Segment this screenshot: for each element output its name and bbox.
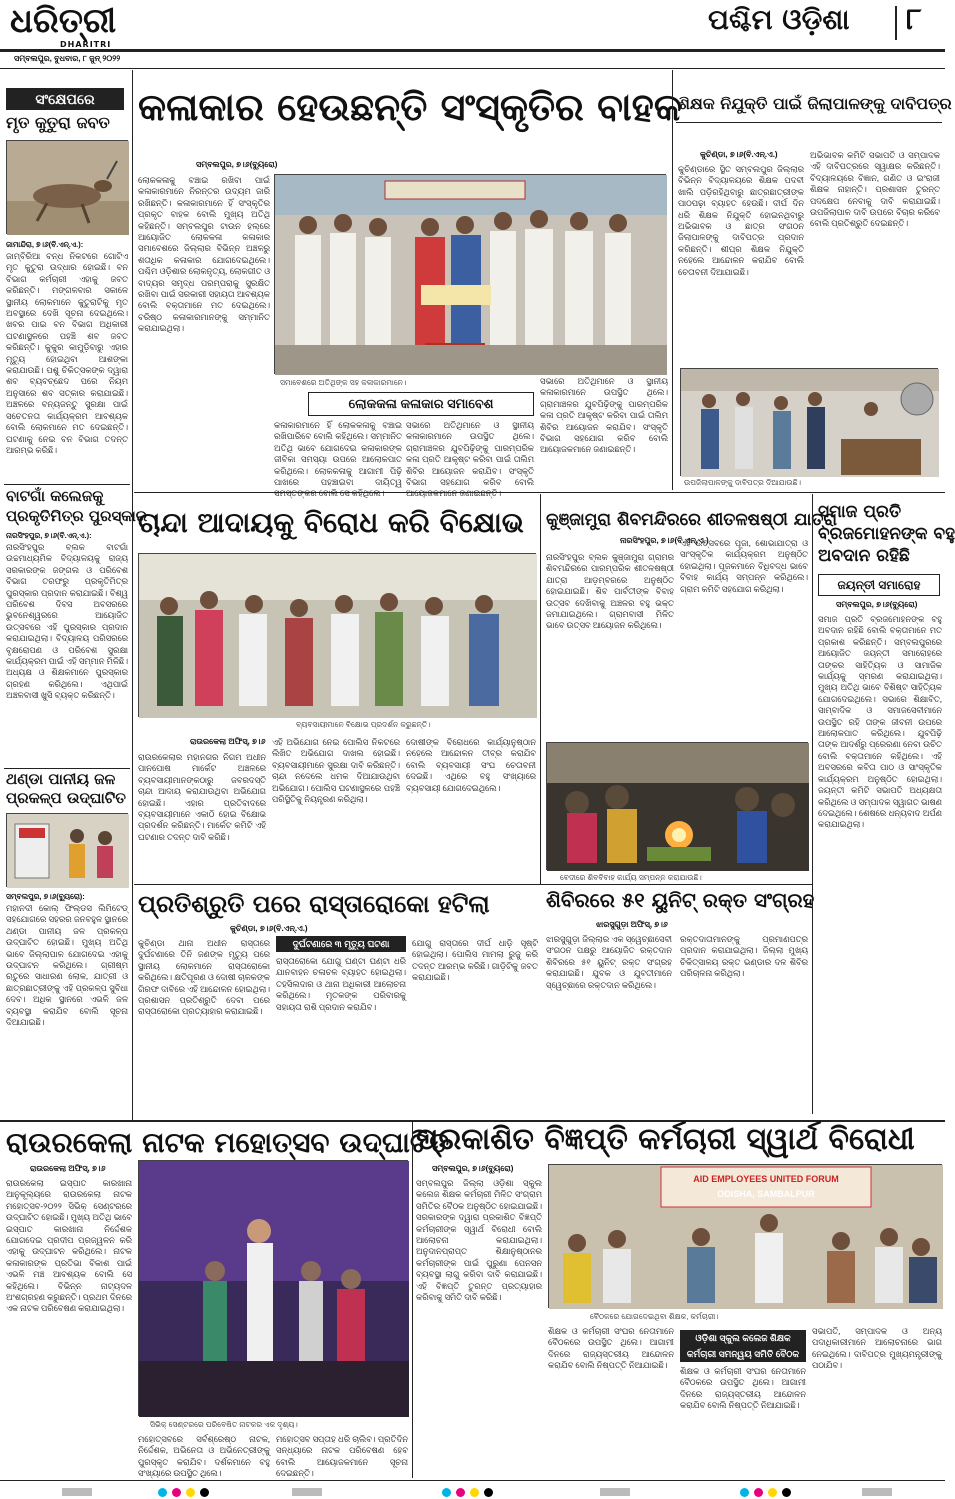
sidebar-story1-dateline: ଜାମାନ୍ଦିରା, ୭।୬(ବି.ଏନ୍.ଏ.): [6,240,84,249]
brajamohan-divider [812,494,813,1114]
reg-dot-magenta-2 [456,1488,465,1497]
row-rule-1 [134,492,945,493]
drama-stage-photo [138,1160,408,1416]
protest-story-dateline: ରାଉରକେଲା ଅଫିସ୍, ୭।୬ [190,737,266,746]
banner-subtext: ODISHA, SAMBALPUR [717,1189,815,1199]
reg-dot-yellow-1 [186,1488,195,1497]
water-kiosk-image [7,814,129,888]
sidebar-story2-headline-1: ବାଟଗାଁ କଲେଜକୁ [6,487,104,505]
protest-story-body-mid: ଏହି ଅଭିଯୋଗ ନେଇ ପୋଲିସ ନିକଟରେ ଲିଖିତ ଅଭିଯୋଗ ଦାଖଲ ହୋଇଛି। ବ୍ୟବସାୟୀମାନେ ସୁରକ୍ଷା ଦାବି କରିଛନ୍ତି। ଚାନ୍ଦା ନଦେଲେ ଧମକ ଦିଆଯାଉଥିବା ଅଭିଯୋଗ। ପୋଲିସ ଘଟଣାସ୍ଥଳରେ ପହଞ୍ଚି ପରିସ୍ଥିତିକୁ ନିୟନ୍ତ୍ରଣ କରିଥିଲା। [272,738,400,805]
section-title: ପଶ୍ଚିମ ଓଡ଼ିଶା [708,3,850,36]
brajamohan-body: ସମାଜ ପ୍ରତି ବ୍ରଜମୋହନଙ୍କ ବହୁ ଅବଦାନ ରହିଛି ବୋଲି ବକ୍ତାମାନେ ମତ ପ୍ରକାଶ କରିଛନ୍ତି। ସମ୍ବଲପୁରରେ ଆୟୋଜିତ ଜୟନ୍ତୀ ସମାରୋହରେ ତାଙ୍କର ସାହିତ୍ୟିକ ଓ ସାମାଜିକ କାର୍ଯ୍ୟକୁ ସ୍ମରଣ କରାଯାଇଥିଲା। ମୁଖ୍ୟ ଅତିଥି ଭାବେ ବିଶିଷ୍ଟ ସାହିତ୍ୟିକ ଯୋଗଦେଇଥିଲେ। ସଭାରେ ଶିକ୍ଷାବିତ, ସାମ୍ବାଦିକ ଓ ସମାଜସେବୀମାନେ ଉପସ୍ଥିତ ରହି ତାଙ୍କ ଜୀବନୀ ଉପରେ ଆଲୋକପାତ କରିଥିଲେ। ଯୁବପିଢ଼ି ତାଙ୍କ ଆଦର୍ଶରୁ ପ୍ରେରଣା ନେବା ଉଚିତ ବୋଲି ବକ୍ତାମାନେ କହିଥିଲେ। ଏହି ଅବସରରେ କବିତା ପାଠ ଓ ସାଂସ୍କୃତିକ କାର୍ଯ୍ୟକ୍ରମ ଅନୁଷ୍ଠିତ ହୋଇଥିଲା। ଜୟନ୍ତୀ କମିଟି ସଭାପତି ଅଧ୍ୟକ୍ଷତା କରିଥିଲେ ଓ ସମ୍ପାଦକ ସ୍ୱାଗତ ଭାଷଣ ଦେଇଥିଲେ। ଶେଷରେ ଧନ୍ୟବାଦ ଅର୍ପଣ କରାଯାଇଥିଲା। [818,615,942,830]
sidebar-story2-dateline: ନାରସିଂହପୁର, ୭।୬(ବି.ଏନ୍.ଏ.): [6,531,92,540]
protest-group-image [139,554,537,718]
sidebar-story1-headline: ମୃତ କୁତୁରା ଜବତ [6,113,110,132]
brajamohan-headline-2: ବ୍ରଜମୋହନଙ୍କ ବହୁ [818,524,955,544]
blood-story-headline: ଶିବିରରେ ୫୧ ୟୁନିଟ୍ ରକ୍ତ ସଂଗ୍ରହ [546,888,815,912]
masthead-rule [0,49,945,52]
reg-dot-black-3 [782,1488,791,1497]
sidebar-rule-1 [4,484,130,485]
sidebar-story3-headline-2: ପ୍ରକଳ୍ପ ଉଦ୍‌ଘାଟିତ [6,789,126,807]
temple-story-dateline: ନାରସିଂହପୁର, ୭।୬(ବି.ଏନ୍.ଏ.) [620,536,709,545]
protest-group-photo [138,553,536,717]
banner-text: AID EMPLOYEES UNITED FORUM [693,1174,839,1184]
brajamohan-headline-1: ସମାଜ ପ୍ରତି [818,502,902,522]
drama-story-body-mid: ମହୋତ୍ସବରେ ସର୍ବଶ୍ରେଷ୍ଠ ନାଟକ, ନିର୍ଦ୍ଦେଶକ, ଅଭିନେତା ଓ ଅଭିନେତ୍ରୀଙ୍କୁ ପୁରସ୍କୃତ କରାଯିବ। ଦର୍ଶକମାନେ ବହୁ ସଂଖ୍ୟାରେ ଉପସ୍ଥିତ ଥିଲେ। [138,1435,270,1479]
brajamohan-kicker: ଜୟନ୍ତୀ ସମାରୋହ [818,574,940,596]
employee-kicker-line2: କର୍ମଚାରୀ ସମନ୍ୱୟ ସମିତି ବୈଠକ [680,1346,806,1362]
road-story-headline: ପ୍ରତିଶ୍ରୁତି ପରେ ରାସ୍ତାରୋକୋ ହଟିଲା [138,890,490,918]
employee-meeting-photo [548,1164,942,1308]
artists-group-image [275,175,667,375]
main-story-body-right: ସଭାରେ ଅତିଥିମାନେ ଓ ସ୍ଥାନୀୟ କଳାକାରମାନେ ଉପସ୍ଥିତ ଥିଲେ। ଗ୍ରାମାଞ୍ଚଳର ଯୁବପିଢ଼ିଙ୍କୁ ପାରମ୍ପରିକ କଳା ପ୍ରତି ଆକୃଷ୍ଟ କରିବା ପାଇଁ ତାଲିମ ଶିବିର ଆୟୋଜନ କରାଯିବ। ସଂସ୍କୃତି ବିଭାଗ ସହଯୋଗ କରିବ ବୋଲି ଆୟୋଜକମାନେ ଜଣାଇଛନ୍ତି। [540,377,668,455]
employee-story-body-left: ସମ୍ବଲପୁର ଜିଲ୍ଲା ଓଡ଼ିଶା ସ୍କୁଲ କଲେଜ ଶିକ୍ଷକ କର୍ମଚାରୀ ମିଳିତ ସଂଗ୍ରାମ ସମିତିର ବୈଠକ ଅନୁଷ୍ଠିତ ହୋଇଯାଇଛି। ସରକାରଙ୍କ ଦ୍ୱାରା ପ୍ରକାଶିତ ବିଜ୍ଞପ୍ତି କର୍ମଚାରୀଙ୍କ ସ୍ୱାର୍ଥ ବିରୋଧୀ ବୋଲି ଆଲୋଚନା କରାଯାଇଥିଲା। ଅନୁଦାନପ୍ରାପ୍ତ ଶିକ୍ଷାନୁଷ୍ଠାନର କର୍ମଚାରୀଙ୍କ ପାଇଁ ପୁରୁଣା ପେନସନ ବ୍ୟବସ୍ଥା ଲାଗୁ କରିବା ଦାବି କରାଯାଇଛି। ଏହି ବିଜ୍ଞପ୍ତି ତୁରନ୍ତ ପ୍ରତ୍ୟାହାର କରିବାକୁ ସମିତି ଦାବି କରିଛି। [416,1179,542,1303]
main-story-body-mid: କଳାକାରମାନେ ହିଁ ଲୋକକଳାକୁ ବଞ୍ଚାଇ ରଖିପାରିବେ ବୋଲି କହିଥିଲେ। ସମ୍ମାନିତ ଅତିଥି ଭାବେ ଯୋଗଦେଇ କଳାକାରଙ୍କ ଜୀବିକା ସମସ୍ୟା ଉପରେ ଆଲୋକପାତ କରିଥିଲେ। ଲୋକକଳାକୁ ଆଗାମୀ ପିଢ଼ି ପାଖରେ ପହଞ୍ଚାଇବା ଦାୟିତ୍ୱ ସମସ୍ତଙ୍କର ବୋଲି ସେ କହିଥିଲେ। [274,421,402,499]
main-story-kicker: ଲୋକକଳା କଳାକାର ସମାବେଶ [308,392,534,416]
reg-dot-magenta-1 [172,1488,181,1497]
sidebar-divider [132,70,133,1120]
artists-group-photo [274,174,666,374]
drama-story-body-left: ରାଉରକେଲା ଇସ୍ପାତ କାରଖାନା ଆନୁକୂଲ୍ୟରେ ରାଉରକେଲା ନାଟକ ମହୋତ୍ସବ-୨୦୨୨ ସିଭିକ୍ ସେଣ୍ଟରରେ ଉଦ୍‌ଘାଟିତ ହୋଇଛି। ମୁଖ୍ୟ ଅତିଥି ଭାବେ ଇସ୍ପାତ କାରଖାନା ନିର୍ଦ୍ଦେଶକ ଯୋଗଦେଇ ପ୍ରଦୀପ ପ୍ରଜ୍ୱଳନ କରି ଏହାକୁ ଉଦ୍‌ଘାଟନ କରିଥିଲେ। ନାଟକ କଳାକାରଙ୍କ ପ୍ରତିଭା ବିକାଶ ପାଇଁ ଏଭଳି ମଞ୍ଚ ଆବଶ୍ୟକ ବୋଲି ସେ କହିଥିଲେ। ବିଭିନ୍ନ ନାଟ୍ୟଦଳ ଅଂଶଗ୍ରହଣ କରୁଛନ୍ତି। ପ୍ରଥମ ଦିନରେ ଏକ ନାଟକ ପରିବେଷଣ କରାଯାଇଥିଲା। [6,1179,132,1314]
teacher-photo-caption: ଉପଜିଲାପାଳଙ୍କୁ ଦାବିପତ୍ର ଦିଆଯାଉଛି। [684,478,801,487]
water-kiosk-photo [6,813,128,887]
temple-photo-caption: ବେଦୀରେ ଶିବବିବାହ କାର୍ଯ୍ୟ ସମ୍ପନ୍ନ କରାଯାଉଛି। [560,873,702,882]
teacher-memorandum-photo [680,368,938,476]
sidebar-story2-headline-2: ପ୍ରକୃତିମିତ୍ର ପୁରସ୍କାର [6,507,148,525]
protest-photo-caption: ବ୍ୟବସାୟୀମାନେ ବିକ୍ଷୋଭ ପ୍ରଦର୍ଶନ କରୁଛନ୍ତି। [296,720,431,729]
row-rule-2 [134,884,812,885]
road-story-dateline: କୁଚିଣ୍ଡା, ୭।୬(ବି.ଏନ୍.ଏ.) [230,924,308,933]
teacher-story-headline: ଶିକ୍ଷକ ନିଯୁକ୍ତି ପାଇଁ ଜିଲାପାଳଙ୍କୁ ଦାବିପତ୍ର [678,94,952,113]
brief-heading: ସଂକ୍ଷେପରେ [6,88,124,110]
sidebar-rule-2 [4,768,130,769]
footer-rule [0,1480,945,1481]
employee-kicker-line1: ଓଡ଼ିଶା ସ୍କୁଲ କଲେଜ ଶିକ୍ଷକ [680,1330,806,1346]
drama-story-body-right: ମହୋତ୍ସବ ସପ୍ତାହ ଧରି ଚାଲିବ। ପ୍ରତିଦିନ ସନ୍ଧ୍ୟାରେ ନାଟକ ପରିବେଷଣ ହେବ ବୋଲି ଆୟୋଜକମାନେ ସୂଚନା ଦେଇଛନ୍ତି। [276,1435,408,1479]
main-story-dateline: ସମ୍ବଲପୁର, ୭।୬(ବ୍ୟୁରୋ) [196,160,278,169]
sidebar-story2-body: ନାରସିଂହପୁର ବ୍ଲକ ବାଟଗାଁ ଉଚ୍ଚମାଧ୍ୟମିକ ବିଦ୍ୟାଳୟକୁ ରାଜ୍ୟ ସରକାରଙ୍କ ଜଙ୍ଗଲ ଓ ପରିବେଶ ବିଭାଗ ତରଫରୁ ପ୍ରକୃତିମିତ୍ର ପୁରସ୍କାର ପ୍ରଦାନ କରାଯାଇଛି। ବିଶ୍ୱ ପରିବେଶ ଦିବସ ଅବସରରେ ଭୁବନେଶ୍ୱରରେ ଆୟୋଜିତ ଉତ୍ସବରେ ଏହି ପୁରସ୍କାର ପ୍ରଦାନ କରାଯାଇଥିଲା। ବିଦ୍ୟାଳୟ ପରିସରରେ ବୃକ୍ଷରୋପଣ ଓ ପରିବେଶ ସୁରକ୍ଷା କାର୍ଯ୍ୟକ୍ରମ ପାଇଁ ଏହି ସମ୍ମାନ ମିଳିଛି। ଅଧ୍ୟକ୍ଷ ଓ ଶିକ୍ଷକମାନେ ପୁରସ୍କାର ଗ୍ରହଣ କରିଥିଲେ। ଏଥିପାଇଁ ଅଞ୍ଚଳବାସୀ ଖୁସି ବ୍ୟକ୍ତ କରିଛନ୍ତି। [6,543,128,701]
reg-bar-4 [862,1488,892,1496]
teacher-story-body-left: କୁଚିଣ୍ଡାରେ ସ୍ଥିତ ସମ୍ବଲପୁର ଜିଲ୍ଲାର ବିଭିନ୍ନ ବିଦ୍ୟାଳୟରେ ଶିକ୍ଷକ ପଦବୀ ଖାଲି ପଡ଼ିରହିଥିବାରୁ ଛାତ୍ରଛାତ୍ରୀଙ୍କ ପାଠପଢ଼ା ବ୍ୟାହତ ହେଉଛି। ଦୀର୍ଘ ଦିନ ଧରି ଶିକ୍ଷକ ନିଯୁକ୍ତି ହୋଇନଥିବାରୁ ଅଭିଭାବକ ଓ ଛାତ୍ର ସଂଗଠନ ଜିଲାପାଳଙ୍କୁ ଦାବିପତ୍ର ପ୍ରଦାନ କରିଛନ୍ତି। ଶୀଘ୍ର ଶିକ୍ଷକ ନିଯୁକ୍ତି ନହେଲେ ଆନ୍ଦୋଳନ କରାଯିବ ବୋଲି ଚେତାବନୀ ଦିଆଯାଇଛି। [678,165,804,277]
drama-photo-caption: ସିଭିକ୍ ସେଣ୍ଟରରେ ପରିବେଷିତ ନାଟକର ଏକ ଦୃଶ୍ୟ। [150,1420,298,1429]
protest-story-body-left: ରାଉରକେଲାର ମହାନଗର ନିଗମ ଅଧୀନ ପାନପୋଷ ମାର୍କେଟ ଅଞ୍ଚଳରେ ବ୍ୟବସାୟୀମାନଙ୍କଠାରୁ ଜବରଦସ୍ତି ଚାନ୍ଦା ଆଦାୟ କରାଯାଉଥିବା ଅଭିଯୋଗ ହୋଇଛି। ଏହାର ପ୍ରତିବାଦରେ ବ୍ୟବସାୟୀମାନେ ଏକାଠି ହୋଇ ବିକ୍ଷୋଭ ପ୍ରଦର୍ଶନ କରିଛନ୍ତି। ମାର୍କେଟ କମିଟି ଏହି ଘଟଣାର ତଦନ୍ତ ଦାବି କରିଛି। [138,753,266,842]
brajamohan-headline-3: ଅବଦାନ ରହିଛି [818,546,910,566]
employee-story-body-mid: ଶିକ୍ଷକ ଓ କର୍ମଚାରୀ ସଂଘର ନେତାମାନେ ବୈଠକରେ ଉପସ୍ଥିତ ଥିଲେ। ଆଗାମୀ ଦିନରେ ରାଜ୍ୟସ୍ତରୀୟ ଆନ୍ଦୋଳନ କରାଯିବ ବୋଲି ନିଷ୍ପତ୍ତି ନିଆଯାଇଛି। [548,1327,674,1371]
drama-employee-divider [412,1122,413,1478]
road-story-kicker: ଦୁର୍ଘଟଣାରେ ୩ ମୃତ୍ୟୁ ଘଟଣା [276,936,406,952]
sidebar-story1-body: ଜାମ୍ବିରିଆ ବନ୍ଧ ନିକଟରେ ଗୋଟିଏ ମୃତ କୁତୁରା ଉଦ୍ଧାର ହୋଇଛି। ବନ ବିଭାଗ କର୍ମଚାରୀ ଏହାକୁ ଜବତ କରିଛନ୍ତି। ମଙ୍ଗଳବାର ସକାଳେ ସ୍ଥାନୀୟ ଲୋକମାନେ କୁତୁରାଟିକୁ ମୃତ ଅବସ୍ଥାରେ ଦେଖି ସୂଚନା ଦେଇଥିଲେ। ଖବର ପାଇ ବନ ବିଭାଗ ଅଧିକାରୀ ଘଟଣାସ୍ଥଳରେ ପହଞ୍ଚି ଶବ ଜବତ କରିଛନ୍ତି। କୁକୁର କାମୁଡ଼ିବାରୁ ଏହାର ମୃତ୍ୟୁ ହୋଇଥିବା ଆଶଙ୍କା କରାଯାଉଛି। ପଶୁ ଚିକିତ୍ସକଙ୍କ ଦ୍ୱାରା ଶବ ବ୍ୟବଚ୍ଛେଦ ପରେ ନିୟମ ଅନୁସାରେ ଶବ ସତ୍କାର କରାଯାଇଛି। ଅଞ୍ଚଳରେ ବନ୍ୟଜନ୍ତୁ ସୁରକ୍ଷା ପାଇଁ ସଚେତନତା କାର୍ଯ୍ୟକ୍ରମ ଆବଶ୍ୟକ ବୋଲି ଲୋକମାନେ ମତ ଦେଇଛନ୍ତି। ଘଟଣାକୁ ନେଇ ବନ ବିଭାଗ ତଦନ୍ତ ଆରମ୍ଭ କରିଛି। [6,252,128,455]
dateline-rule [0,68,945,69]
temple-ritual-photo [546,742,808,870]
sidebar-story3-headline-1: ଥଣ୍ଡା ପାନୀୟ ଜଳ [6,770,116,788]
masthead-dateline: ସମ୍ବଲପୁର, ବୁଧବାର, ୮ ଜୁନ୍ ୨୦୨୨ [14,54,121,63]
main-story-body-left: ଲୋକକଳାକୁ ବଞ୍ଚାଇ ରଖିବା ପାଇଁ କଳାକାରମାନେ ନିରନ୍ତର ଉଦ୍ୟମ ଜାରି ରଖିଛନ୍ତି। କଳାକାରମାନେ ହିଁ ସଂସ୍କୃତିର ପ୍ରକୃତ ବାହକ ବୋଲି ମୁଖ୍ୟ ଅତିଥି କହିଛନ୍ତି। ସମ୍ବଲପୁର ଟାଉନ ହଲ୍‌ରେ ଆୟୋଜିତ ଲୋକକଳା କଳାକାର ସମାବେଶରେ ଜିଲ୍ଲାର ବିଭିନ୍ନ ଅଞ୍ଚଳରୁ ଶତାଧିକ କଳାକାର ଯୋଗଦେଇଥିଲେ। ପଶ୍ଚିମ ଓଡ଼ିଶାର ଲୋକନୃତ୍ୟ, ଲୋକଗୀତ ଓ ବାଦ୍ୟର ସମୃଦ୍ଧ ପରମ୍ପରାକୁ ସୁରକ୍ଷିତ ରଖିବା ପାଇଁ ସରକାରୀ ସହାୟତା ଆବଶ୍ୟକ ବୋଲି ବକ୍ତାମାନେ ମତ ଦେଇଥିଲେ। ବରିଷ୍ଠ କଳାକାରମାନଙ୍କୁ ସମ୍ମାନିତ କରାଯାଇଥିଲା। [138,176,270,334]
drama-story-dateline: ରାଉରକେଲା ଅଫିସ୍, ୭।୬ [30,1164,106,1173]
temple-story-body-right: ଏହି ଉତ୍ସବରେ ପୂଜା, ଶୋଭାଯାତ୍ରା ଓ ସାଂସ୍କୃତିକ କାର୍ଯ୍ୟକ୍ରମ ଅନୁଷ୍ଠିତ ହୋଇଥିଲା। ପୂଜକମାନେ ବିଧିବଦ୍ଧ ଭାବେ ବିବାହ କାର୍ଯ୍ୟ ସମ୍ପନ୍ନ କରିଥିଲେ। ଗ୍ରାମ କମିଟି ସହଯୋଗ କରିଥିଲା। [680,539,808,594]
masthead-logo: ଧରିତ୍ରୀ [10,1,117,41]
reg-dot-yellow-2 [470,1488,479,1497]
protest-temple-divider [540,494,541,884]
temple-story-headline: କୁଞ୍ଜାମୁରା ଶିବମନ୍ଦିରରେ ଶୀତଳଷଷ୍ଠୀ ଯାତ୍ରା [546,510,837,530]
temple-ritual-image [547,743,809,871]
artists-photo-caption: ସମାବେଶରେ ଅତିଥିଙ୍କ ସହ କଳାକାରମାନେ। [280,378,407,387]
protest-story-headline: ଚାନ୍ଦା ଆଦାୟକୁ ବିରୋଧ କରି ବିକ୍ଷୋଭ [138,506,524,539]
drama-stage-image [139,1161,409,1417]
main-teacher-divider [672,70,673,490]
masthead-logo-subtext: DHARITRI [60,40,112,49]
dead-deer-image [7,141,129,235]
page-number: ୮ [906,2,922,37]
reg-dot-magenta-3 [754,1488,763,1497]
road-story-body-left: କୁଚିଣ୍ଡା ଥାନା ଅଧୀନ ରାସ୍ତାରେ ଦୁର୍ଘଟଣାରେ ତିନି ଜଣଙ୍କ ମୃତ୍ୟୁ ପରେ ସ୍ଥାନୀୟ ଲୋକମାନେ ରାସ୍ତାରୋକୋ କରିଥିଲେ। କ୍ଷତିପୂରଣ ଓ ଦୋଷୀ ଚାଳକଙ୍କ ଗିରଫ ଦାବିରେ ଏହି ଆନ୍ଦୋଳନ ହୋଇଥିଲା। ପ୍ରଶାସନ ପ୍ରତିଶ୍ରୁତି ଦେବା ପରେ ରାସ୍ତାରୋକୋ ପ୍ରତ୍ୟାହାର କରାଯାଇଛି। [138,939,270,1017]
drama-story-headline: ରାଉରକେଲା ନାଟକ ମହୋତ୍ସବ ଉଦ୍‌ଘାଟିତ [6,1126,450,1159]
page-number-divider [895,6,897,40]
reg-bar-1 [62,1488,92,1496]
blood-story-dateline: ଝାରସୁଗୁଡ଼ା ଅଫିସ୍, ୭।୬ [596,920,668,929]
brajamohan-dateline: ସମ୍ବଲପୁର, ୭।୬(ବ୍ୟୁରୋ) [836,600,918,609]
reg-dot-black-2 [484,1488,493,1497]
employee-photo-caption: ବୈଠକରେ ଯୋଗଦେଇଥିବା ଶିକ୍ଷକ, କର୍ମଚାରୀ। [590,1312,719,1321]
reg-bar-2 [292,1488,322,1496]
reg-dot-cyan-1 [158,1488,167,1497]
temple-story-body-left: ନାରସିଂହପୁର ବ୍ଲକ କୁଞ୍ଜାମୁରା ଗ୍ରାମର ଶିବମନ୍ଦିରରେ ପାରମ୍ପରିକ ଶୀତଳଷଷ୍ଠୀ ଯାତ୍ରା ଆଡ଼ମ୍ବରରେ ଅନୁଷ୍ଠିତ ହୋଇଯାଇଛି। ଶିବ ପାର୍ବତୀଙ୍କ ବିବାହ ଉତ୍ସବ ଦେଖିବାକୁ ଅଞ୍ଚଳର ବହୁ ଭକ୍ତ ଜମାଯାଇଥିଲେ। ଗ୍ରାମବାସୀ ମିଳିତ ଭାବେ ଉତ୍ସବ ଆୟୋଜନ କରିଥିଲେ। [546,553,674,631]
main-story-body-center: ସଭାରେ ଅତିଥିମାନେ ଓ ସ୍ଥାନୀୟ କଳାକାରମାନେ ଉପସ୍ଥିତ ଥିଲେ। ଗ୍ରାମାଞ୍ଚଳର ଯୁବପିଢ଼ିଙ୍କୁ ପାରମ୍ପରିକ କଳା ପ୍ରତି ଆକୃଷ୍ଟ କରିବା ପାଇଁ ତାଲିମ ଶିବିର ଆୟୋଜନ କରାଯିବ। ସଂସ୍କୃତି ବିଭାଗ ସହଯୋଗ କରିବ ବୋଲି ଆୟୋଜକମାନେ ଜଣାଇଛନ୍ତି। [406,421,534,499]
employee-story-body-right: ସଭାପତି, ସମ୍ପାଦକ ଓ ଅନ୍ୟ ପଦାଧିକାରୀମାନେ ଆଲୋଚନାରେ ଭାଗ ନେଇଥିଲେ। ଦାବିପତ୍ର ମୁଖ୍ୟମନ୍ତ୍ରୀଙ୍କୁ ପଠାଯିବ। [812,1327,942,1371]
road-story-body-right: ଯୋଗୁ ରାସ୍ତାରେ ଦୀର୍ଘ ଧାଡ଼ି ସୃଷ୍ଟି ହୋଇଥିଲା। ପୋଲିସ ମାମଲା ରୁଜୁ କରି ତଦନ୍ତ ଆରମ୍ଭ କରିଛି। ଗାଡ଼ିଟିକୁ ଜବତ କରାଯାଇଛି। [412,939,538,983]
reg-dot-cyan-3 [740,1488,749,1497]
teacher-story-dateline: କୁଚିଣ୍ଡା, ୭।୬(ବି.ଏନ୍.ଏ.) [700,150,778,159]
teacher-story-body-right: ଅଭିଭାବକ କମିଟି ସଭାପତି ଓ ସମ୍ପାଦକ ଏହି ଦାବିପତ୍ରରେ ସ୍ୱାକ୍ଷର କରିଛନ୍ତି। ବିଦ୍ୟାଳୟରେ ବିଜ୍ଞାନ, ଗଣିତ ଓ ଇଂରାଜୀ ଶିକ୍ଷକ ନାହାନ୍ତି। ପ୍ରଶାସନ ତୁରନ୍ତ ପଦକ୍ଷେପ ନେବାକୁ ଦାବି କରାଯାଇଛି। ଉପଜିଲାପାଳ ଦାବି ଉପରେ ବିଚାର କରିବେ ବୋଲି ପ୍ରତିଶ୍ରୁତି ଦେଇଛନ୍ତି। [810,151,940,229]
sidebar-story3-dateline: ସମ୍ବଲପୁର, ୭।୬(ବ୍ୟୁରୋ): [6,892,85,901]
employee-story-body-center: ଶିକ୍ଷକ ଓ କର୍ମଚାରୀ ସଂଘର ନେତାମାନେ ବୈଠକରେ ଉପସ୍ଥିତ ଥିଲେ। ଆଗାମୀ ଦିନରେ ରାଜ୍ୟସ୍ତରୀୟ ଆନ୍ଦୋଳନ କରାଯିବ ବୋଲି ନିଷ୍ପତ୍ତି ନିଆଯାଇଛି। [680,1367,806,1411]
reg-dot-black-1 [200,1488,209,1497]
blood-story-body-right: ରକ୍ତଦାତାମାନଙ୍କୁ ପ୍ରମାଣପତ୍ର ପ୍ରଦାନ କରାଯାଇଥିଲା। ଜିଲ୍ଲା ମୁଖ୍ୟ ଚିକିତ୍ସାଳୟ ରକ୍ତ ଭଣ୍ଡାର ଦଳ ଶିବିର ପରିଚାଳନା କରିଥିଲା। [680,935,808,979]
reg-dot-cyan-2 [442,1488,451,1497]
sidebar-story3-body: ମହାନଦୀ କୋଲ୍ ଫିଲ୍ଡସ ଲିମିଟେଡ୍ ସହଯୋଗରେ ସହରର ଜନବହୁଳ ସ୍ଥାନରେ ଥଣ୍ଡା ପାନୀୟ ଜଳ ପ୍ରକଳ୍ପ ଉଦ୍‌ଘାଟିତ ହୋଇଛି। ମୁଖ୍ୟ ଅତିଥି ଭାବେ ଜିଲ୍ଲାପାଳ ଯୋଗଦେଇ ଏହାକୁ ଉଦ୍‌ଘାଟନ କରିଥିଲେ। ଗ୍ରୀଷ୍ମ ଋତୁରେ ସାଧାରଣ ଲୋକ, ଯାତ୍ରୀ ଓ ଛାତ୍ରଛାତ୍ରୀଙ୍କୁ ଏହି ପ୍ରକଳ୍ପ ସୁବିଧା ଦେବ। ଅଧିକ ସ୍ଥାନରେ ଏଭଳି ଜଳ ବ୍ୟବସ୍ଥା କରାଯିବ ବୋଲି ସୂଚନା ଦିଆଯାଇଛି। [6,904,128,1028]
main-story-headline: କଳାକାର ହେଉଛନ୍ତି ସଂସ୍କୃତିର ବାହକ [138,85,682,129]
employee-meeting-image [549,1165,943,1309]
reg-dot-yellow-3 [768,1488,777,1497]
dead-deer-photo [6,140,128,234]
employee-story-headline: ପ୍ରକାଶିତ ବିଜ୍ଞପ୍ତି କର୍ମଚାରୀ ସ୍ୱାର୍ଥ ବିରୋଧୀ [416,1122,915,1157]
employee-story-dateline: ସମ୍ବଲପୁର, ୭।୬(ବ୍ୟୁରୋ) [432,1164,514,1173]
road-story-body-mid: ରାସ୍ତାରୋକୋ ଯୋଗୁ ଘଣ୍ଟା ଘଣ୍ଟା ଧରି ଯାନବାହନ ଚଳାଚଳ ବ୍ୟାହତ ହୋଇଥିଲା। ତହସିଲଦାର ଓ ଥାନା ଅଧିକାରୀ ଆଲୋଚନା କରିଥିଲେ। ମୃତକଙ୍କ ପରିବାରକୁ ସହାୟତା ରାଶି ପ୍ରଦାନ କରାଯିବ। [276,957,406,1012]
reg-bar-3 [600,1488,630,1496]
blood-story-body-left: ଝାରସୁଗୁଡ଼ା ଜିଲ୍ଲାର ଏକ ସ୍ୱେଚ୍ଛାସେବୀ ସଂଗଠନ ପକ୍ଷରୁ ଆୟୋଜିତ ରକ୍ତଦାନ ଶିବିରରେ ୫୧ ୟୁନିଟ୍ ରକ୍ତ ସଂଗ୍ରହ କରାଯାଇଛି। ଯୁବକ ଓ ଯୁବତୀମାନେ ସ୍ୱେଚ୍ଛାରେ ରକ୍ତଦାନ କରିଥିଲେ। [546,935,672,990]
teacher-headline-rule [676,122,942,123]
protest-story-body-right: ଦୋଷୀଙ୍କ ବିରୋଧରେ କାର୍ଯ୍ୟାନୁଷ୍ଠାନ ନହେଲେ ଆନ୍ଦୋଳନ ତୀବ୍ର କରାଯିବ ବୋଲି ବ୍ୟବସାୟୀ ସଂଘ ଚେତାବନୀ ଦେଇଛି। ଏଥିରେ ବହୁ ସଂଖ୍ୟାରେ ବ୍ୟବସାୟୀ ଯୋଗଦେଇଥିଲେ। [406,738,536,793]
teacher-memorandum-image [681,369,939,477]
